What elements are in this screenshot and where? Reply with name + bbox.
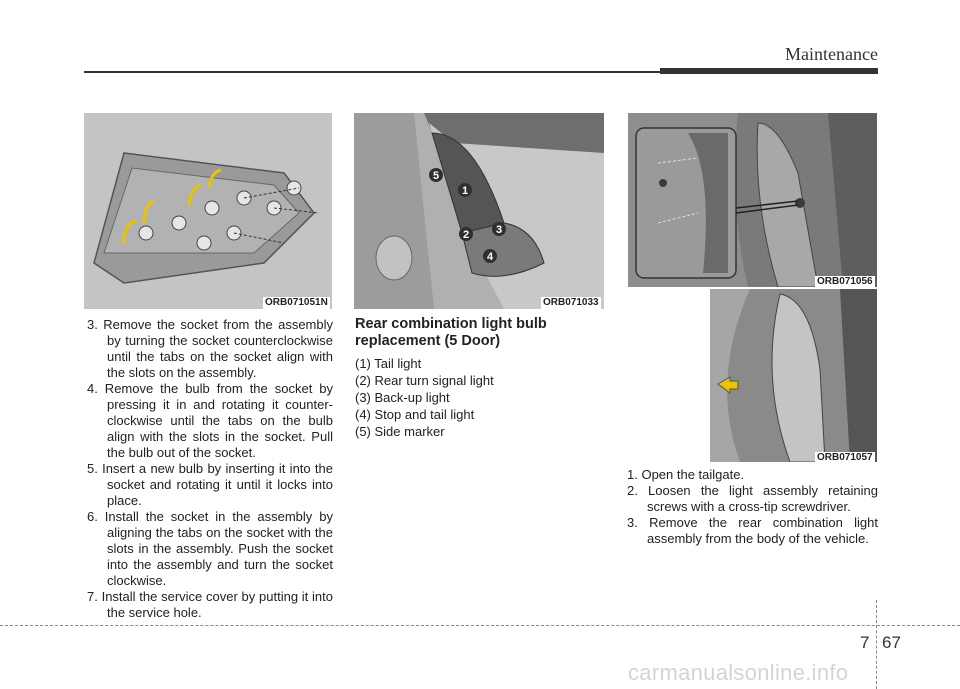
- footer-divider: [876, 600, 877, 689]
- callout-1: 1: [461, 185, 469, 197]
- right-column: [627, 467, 878, 547]
- figure-caption: ORB071051N: [265, 297, 328, 308]
- part-item: (4) Stop and tail light: [355, 407, 475, 422]
- section-heading: Rear combination light bulb replacement (5 Door): [355, 316, 547, 349]
- watermark: carmanualsonline.info: [628, 660, 849, 685]
- footer-rule: [0, 625, 960, 626]
- callout-5: 5: [432, 170, 440, 182]
- figure-caption: ORB071056: [817, 276, 873, 287]
- figure-light-removal: [710, 289, 877, 462]
- figure-caption: ORB071057: [817, 452, 873, 463]
- section-title: Maintenance: [785, 44, 878, 64]
- parts-list: [355, 355, 605, 440]
- figure-retaining-screws: [628, 113, 877, 287]
- part-item: (3) Back-up light: [355, 390, 450, 405]
- step-3: 3. Remove the rear combination light assembly from the body of the vehicle.: [627, 515, 878, 546]
- callout-3: 3: [495, 224, 503, 236]
- callout-4: 4: [486, 251, 494, 263]
- step-7: 7. Install the service cover by putting it into the service hole.: [87, 589, 333, 620]
- step-2: 2. Loosen the light assembly retaining screws with a cross-tip screwdriver.: [627, 483, 878, 514]
- step-6: 6. Install the socket in the assembly by aligning the tabs on the socket with the slots in the assembly. Push the socket into the assembly and turn the socket clockwise.: [87, 509, 333, 588]
- figure-rear-lights: [354, 113, 604, 309]
- step-1: 1. Open the tailgate.: [627, 467, 745, 482]
- left-column: [87, 317, 333, 621]
- part-item: (5) Side marker: [355, 424, 445, 439]
- page-number: 67: [882, 633, 901, 652]
- part-item: (1) Tail light: [355, 356, 422, 371]
- step-3: 3. Remove the socket from the assembly by turning the socket counterclockwise until the tabs on the socket align with the slots on the assembly.: [87, 317, 333, 380]
- chapter-number: 7: [860, 633, 870, 652]
- part-item: (2) Rear turn signal light: [355, 373, 494, 388]
- figure-socket-assembly: [84, 113, 332, 309]
- callout-2: 2: [462, 229, 470, 241]
- header-rule-thick: [660, 68, 878, 74]
- figure-caption: ORB071033: [543, 297, 599, 308]
- step-5: 5. Insert a new bulb by inserting it into the socket and rotating it until it locks into place.: [87, 461, 333, 508]
- header-rule: [84, 71, 660, 73]
- step-4: 4. Remove the bulb from the socket by pressing it in and rotating it counter-clockwise until the tabs on the bulb align with the slots in the socket. Pull the bulb out of the socket.: [87, 381, 333, 460]
- middle-column: [355, 316, 605, 440]
